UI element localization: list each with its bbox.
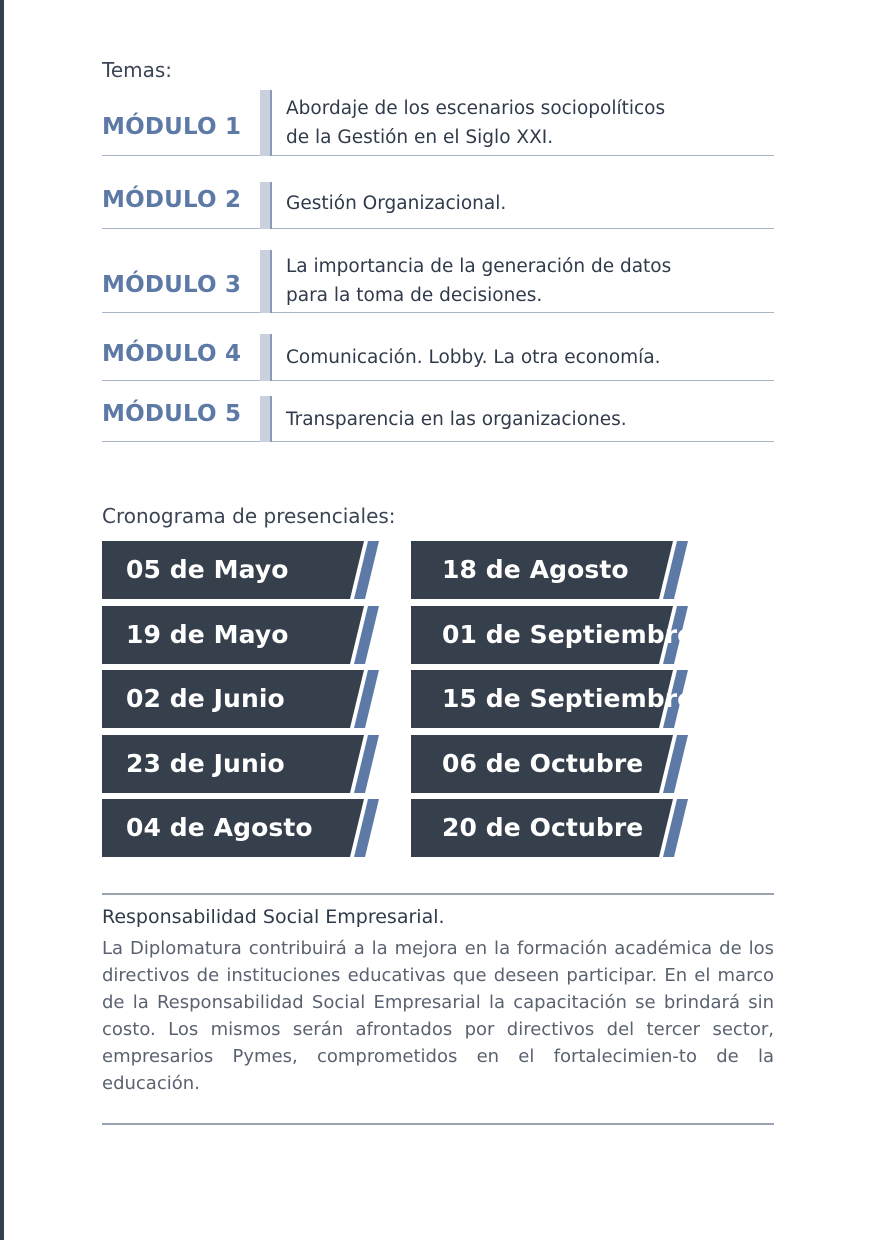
module-description-line: de la Gestión en el Siglo XXI.	[286, 127, 554, 148]
rse-title: Responsabilidad Social Empresarial.	[102, 906, 445, 928]
module-title: MÓDULO 4	[102, 341, 242, 367]
module-description	[286, 189, 506, 218]
module-description	[286, 343, 661, 372]
date-label: 01 de Septiembre	[442, 619, 695, 649]
date-label: 02 de Junio	[126, 684, 285, 713]
date-label: 18 de Agosto	[442, 555, 629, 584]
page-left-rule	[0, 0, 4, 1240]
module-row-2	[102, 182, 774, 229]
date-item	[411, 606, 695, 664]
date-item	[411, 541, 688, 599]
date-label: 20 de Octubre	[442, 813, 644, 842]
module-description-line: Gestión Organizacional.	[286, 193, 507, 214]
module-title: MÓDULO 2	[102, 187, 242, 213]
date-item	[102, 606, 379, 664]
module-description	[286, 94, 665, 152]
module-row-4	[102, 334, 774, 381]
date-item	[102, 541, 379, 599]
section-divider-bottom	[102, 1123, 774, 1125]
module-description	[286, 405, 627, 434]
module-title: MÓDULO 5	[102, 401, 242, 427]
date-label: 15 de Septiembre	[442, 684, 695, 713]
date-item	[411, 670, 695, 728]
date-item	[411, 799, 688, 857]
temas-label: Temas:	[102, 58, 173, 82]
module-description-line: La importancia de la generación de datos	[286, 256, 672, 277]
module-bar	[260, 182, 272, 229]
module-description-line: Transparencia en las organizaciones.	[286, 409, 627, 430]
module-bar	[260, 90, 272, 156]
date-label: 19 de Mayo	[126, 619, 289, 649]
date-label: 23 de Junio	[126, 748, 285, 778]
section-divider-top	[102, 893, 774, 895]
module-bar	[260, 396, 272, 442]
date-label: 05 de Mayo	[126, 555, 289, 584]
date-item	[411, 735, 688, 793]
module-description-line: Abordaje de los escenarios sociopolíticos	[286, 98, 666, 119]
date-label: 04 de Agosto	[126, 813, 313, 842]
rse-body: La Diplomatura contribuirá a la mejora en la formación académica de los directivos de instituciones educativas que deseen participar. En el marco de la Responsabilidad Social Empresarial la capacitación se brindará sin costo. Los mismos serán afrontados por directivos del tercer sector, empresarios Pymes, comprometidos en el fortalecimien-to de la educación.	[102, 938, 774, 1094]
module-description-line: Comunicación. Lobby. La otra economía.	[286, 347, 661, 368]
date-item	[102, 799, 379, 857]
module-row-5	[102, 396, 774, 442]
module-bar	[260, 250, 272, 313]
module-row-1	[102, 90, 774, 156]
module-title: MÓDULO 1	[102, 114, 242, 140]
date-item	[102, 735, 379, 793]
date-item	[102, 670, 379, 728]
date-label: 06 de Octubre	[442, 748, 644, 778]
module-bar	[260, 334, 272, 381]
module-row-3	[102, 250, 774, 313]
module-title: MÓDULO 3	[102, 272, 242, 298]
cronograma-label: Cronograma de presenciales:	[102, 504, 396, 528]
module-description	[286, 252, 671, 310]
module-description-line: para la toma de decisiones.	[286, 285, 543, 306]
